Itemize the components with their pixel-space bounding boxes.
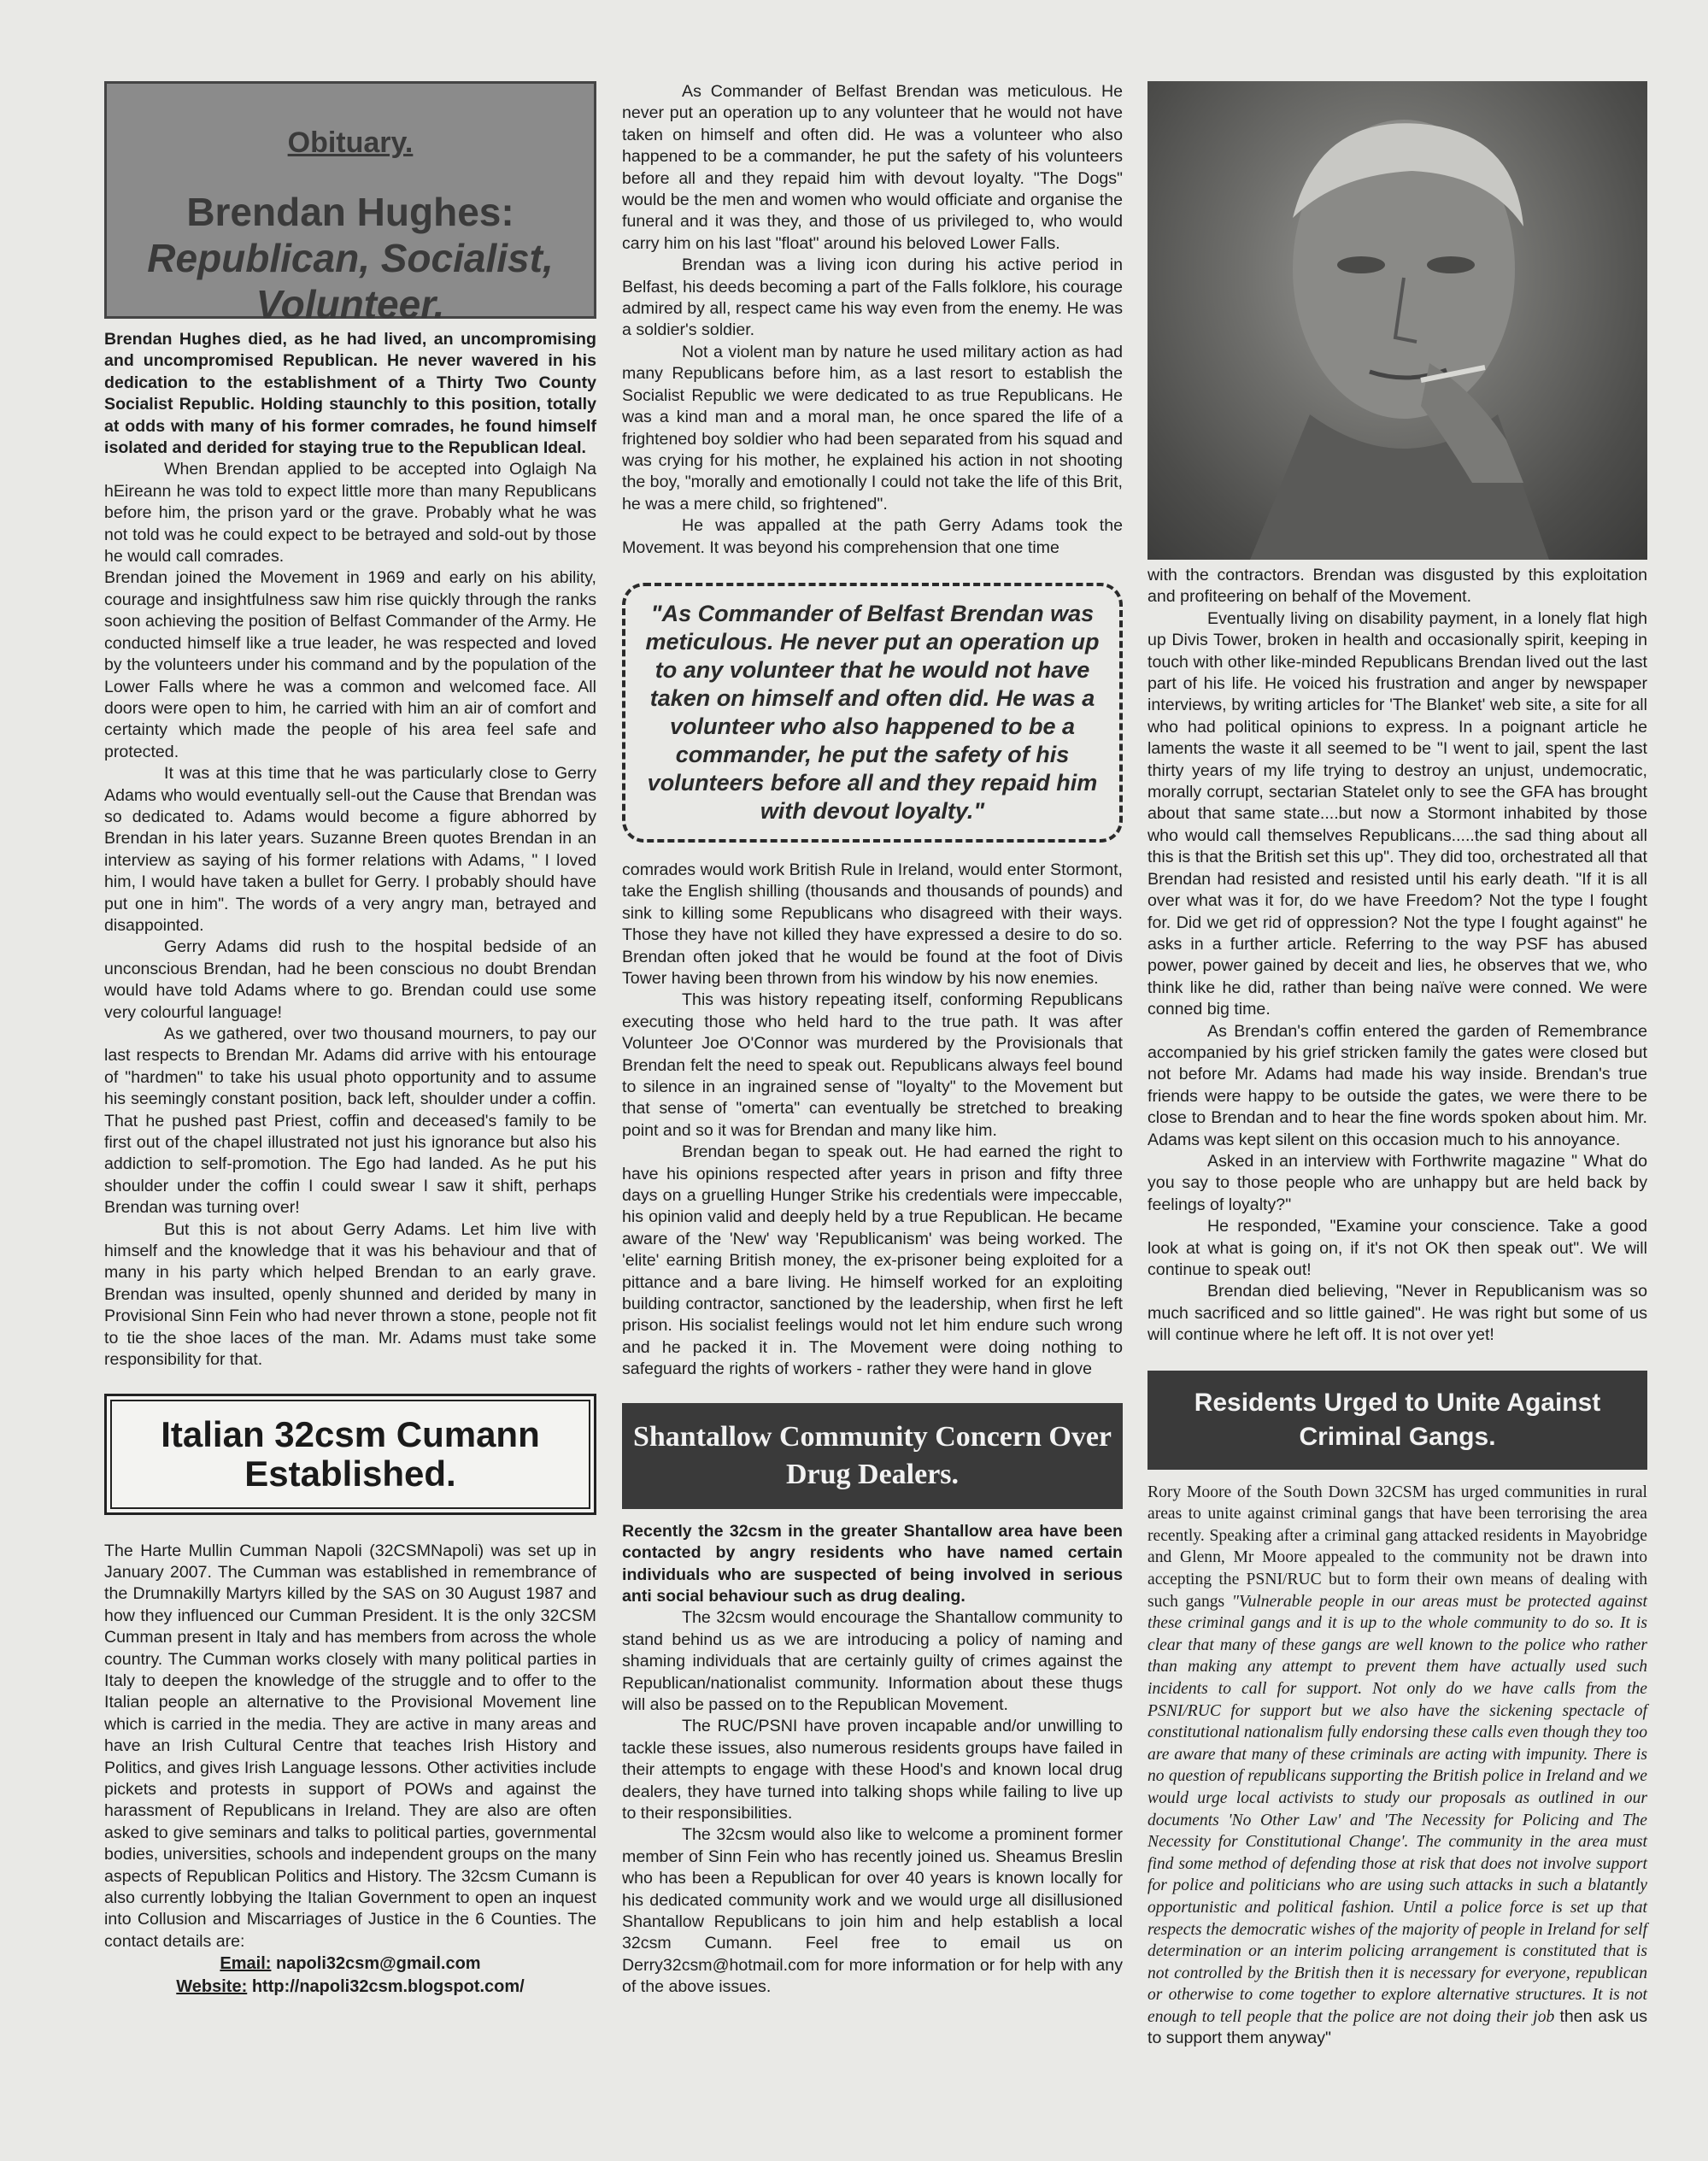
- obituary-paragraph: As Brendan's coffin entered the garden of Remembrance accompanied by his grief stricken family the gates were closed but not before Mr. Adams had made his way inside. Brendan's true friends were happy to be outside the gates, we were there to be close to Brendan and to hear the fine words spoken about him. Mr. Adams was kept silent on this occasion much to his annoyance.: [1147, 1021, 1647, 1149]
- obituary-paragraph: Brendan began to speak out. He had earned the right to have his opinions respected after years in prison and fifty three days on a gruelling Hunger Strike his credentials were impeccable, his opinion valid and deeply held by a true Republican. He became aware of the 'New' way 'Republicanism' was being worked. The 'elite' earning British money, the ex-prisoner being exploited for a pittance and a bare living. He himself worked for an exploiting building contractor, sanctioned by the leadership, when first he left prison. His socialist feelings would not let him endure such wrong and he packed it in. The Movement were doing nothing to safeguard the rights of workers - rather they were hand in glove: [622, 1142, 1123, 1379]
- obituary-paragraph: Brendan was a living icon during his active period in Belfast, his deeds becoming a part of the Falls folklore, his courage admired by all, respect came his way even from the enemy. He was a soldier's soldier.: [622, 255, 1123, 340]
- obituary-paragraph: He responded, "Examine your conscience. Take a good look at what is going on, if it's not OK then speak out". We will continue to speak out!: [1147, 1217, 1647, 1279]
- shantallow-paragraph: The RUC/PSNI have proven incapable and/or unwilling to tackle these issues, also numerous residents groups have failed in their attempts to engage with these Hood's and known local drug dealers, they have turned into talking shops while failing to live up to their responsibilities.: [622, 1717, 1123, 1823]
- obituary-lead: Brendan Hughes died, as he had lived, an uncompromising and uncompromised Republican. He never wavered in his dedication to the establishment of a Thirty Two County Socialist Republic. Holding staunchly to this position, totally at odds with many of his former comrades, he found himself isolated and derided for staying true to the Republican Ideal.: [104, 330, 596, 458]
- obituary-paragraph: He was appalled at the path Gerry Adams took the Movement. It was beyond his comprehension that one time: [622, 516, 1123, 557]
- residents-outro: then ask us to support them anyway": [1147, 2006, 1647, 2048]
- obituary-title-box: [104, 81, 596, 326]
- obituary-subtitle: Republican, Socialist, Volunteer.: [147, 236, 554, 326]
- obituary-paragraph: As we gathered, over two thousand mourners, to pay our last respects to Brendan Mr. Adams did arrive with his entourage of "hardmen" to take his usual photo opportunity and to assume his seemingly constant position, back left, shoulder under a coffin. That he pushed past Priest, coffin and deceased's family to be first out of the chapel illustrated not just his ignorance but also his addiction to self-promotion. The Ego had landed. As he put his shoulder under the coffin I could swear I saw it shift, perhaps Brendan was turning over!: [104, 1025, 596, 1218]
- column-3: [1147, 81, 1647, 2050]
- shantallow-paragraph: The 32csm would also like to welcome a prominent former member of Sinn Fein who has recently joined us. Sheamus Breslin who has been a Republican for over 40 years is known locally for his dedicated community work and we would urge all disillusioned Shantallow Republicans to join him and help establish a local 32csm Cumann. Feel free to email us on Derry32csm@hotmail.com for more information or for help with any of the above issues.: [622, 1825, 1123, 1997]
- obituary-paragraph: As Commander of Belfast Brendan was meticulous. He never put an operation up to any volunteer that he would not have taken on himself and often did. He was a volunteer who also happened to be a commander, he put the safety of his volunteers before all and they repaid him with devout loyalty. "The Dogs" would be the men and women who would officiate and organise the funeral and it was they, and those of us privileged to, who would carry him on his last "float" around his beloved Lower Falls.: [622, 82, 1123, 253]
- obituary-paragraph: comrades would work British Rule in Ireland, would enter Stormont, take the English shilling (thousands and thousands of pounds) and sink to killing some Republicans who disagreed with their ways. Those they have not killed they have expressed a desire to do so. Brendan often joked that he would be found at the foot of Divis Tower having been thrown from his window by his now enemies.: [622, 860, 1123, 988]
- obituary-paragraph: When Brendan applied to be accepted into Oglaigh Na hEireann he was told to expect little more than many Republicans before him, the prison yard or the grave. Probably what he was not told was he could expect to be betrayed and sold-out by those he would call comrades.: [104, 460, 596, 567]
- obituary-paragraph: Gerry Adams did rush to the hospital bedside of an unconscious Brendan, had he been conscious no doubt Brendan would have told Adams where to go. Brendan could use some very colourful language!: [104, 937, 596, 1022]
- obituary-paragraph: This was history repeating itself, conforming Republicans executing those who held hard to the true path. It was after Volunteer Joe O'Connor was murdered by the Provisionals that Brendan felt the need to speak out. Republicans always feel bound to silence in an ingrained sense of "loyalty" to the Movement but that sense of "omerta" can eventually be stretched to breaking point and so it was for Brendan and many like him.: [622, 990, 1123, 1140]
- shantallow-headline: Shantallow Community Concern Over Drug Dealers.: [622, 1403, 1123, 1509]
- obituary-paragraph: Brendan died believing, "Never in Republicanism was so much sacrificed and so little gained". He was right but some of us will continue where he left off. It is not over yet!: [1147, 1282, 1647, 1345]
- obituary-paragraph: It was at this time that he was particularly close to Gerry Adams who would eventually sell-out the Cause that Brendan was so dedicated to. Adams would become a figure abhorred by Brendan in his later years. Suzanne Breen quotes Brendan in an interview as saying of his former relations with Adams, " I loved him, I would have taken a bullet for Gerry. I probably should have put one in him". The words of a very angry man, betrayed and disappointed.: [104, 764, 596, 935]
- website-label: Website:: [176, 1977, 248, 1997]
- website-link[interactable]: http://napoli32csm.blogspot.com/: [251, 1977, 525, 1997]
- italian-body: The Harte Mullin Cumman Napoli (32CSMNapoli) was set up in January 2007. The Cumman was established in remembrance of the Drumnakilly Martyrs killed by the SAS on 30 August 1987 and how they influenced our Cumman President. It is the only 32CSM Cumman present in Italy and has members from across the whole country. The Cumman works closely with many political parties in Italy to deepen the knowledge of the struggle and to offer to the Italian people an alternative to the Provisional Movement line which is carried in the media. They are active in many areas and have an Irish Cultural Centre that teaches Irish History and Politics, and gives Irish Language lessons. Other activities include pickets and protests in support of POWs and against the harassment of Republicans in Ireland. They are also are often asked to give seminars and talks to political parties, governmental bodies, universities, schools and independent groups on the many aspects of Republican Politics and History. The 32csm Cumann is also currently lobbying the Italian Government to open an inquest into Collusion and Miscarriages of Justice in the 6 Counties. The contact details are:: [104, 1541, 596, 1951]
- italian-headline: Italian 32csm Cumann Established.: [104, 1394, 596, 1515]
- obituary-paragraph: But this is not about Gerry Adams. Let him live with himself and the knowledge that it was his behaviour and that of many in his party which helped Brendan to an early grave. Brendan was insulted, openly shunned and derided by many in Provisional Sinn Fein who had never thrown a stone, people not fit to tie the shoe laces of the man. Mr. Adams must take some responsibility for that.: [104, 1219, 596, 1370]
- residents-body: [1147, 1482, 1647, 2050]
- contact-email: [104, 1953, 596, 1976]
- column-2: [622, 81, 1123, 1999]
- portrait-illustration: [1147, 81, 1647, 560]
- portrait-photo: [1147, 81, 1647, 560]
- shantallow-paragraph: The 32csm would encourage the Shantallow community to stand behind us as we are introducing a policy of naming and shaming individuals that are certainly guilty of crimes against the Republican/nationalist community. Information about these thugs will also be passed on to the Republican Movement.: [622, 1608, 1123, 1714]
- pull-quote: "As Commander of Belfast Brendan was meticulous. He never put an operation up to any volunteer that he would not have taken on himself and often did. He was a volunteer who also happened to be a commander, he put the safety of his volunteers before all and they repaid him with devout loyalty.": [622, 583, 1123, 843]
- obituary-paragraph: Eventually living on disability payment, in a lonely flat high up Divis Tower, broken in health and occasionally spirit, keeping in touch with other like-minded Republicans Brendan lived out the last part of his life. He voiced his frustration and anger by newspaper interviews, by writing articles for 'The Blanket' web site, a site for all who had political opinions to express. In a poignant article he laments the waste it all seemed to be "I went to jail, spent the last thirty years of my life trying to destroy an unjust, undemocratic, morally corrupt, sectarian Statelet only to see the GFA has brought about that same state....but now a Stormont inhabited by those who would call themselves Republicans.....the sad thing about all this is that the British set this up". They did too, orchestrated all that Brendan had resisted and resisted until his early death. "If it is all over what was it for, do we have Freedom? Not the type I fought for. Did we get rid of oppression? Not the type I fought against" he asks in a further article. Referring to the way PSF has abused power, power gained by deceit and lies, he observes that we, who think like he did, rather than being naïve were conned. We were conned big time.: [1147, 608, 1647, 1019]
- obituary-name: Brendan Hughes:: [186, 190, 514, 234]
- obituary-paragraph: with the contractors. Brendan was disgusted by this exploitation and profiteering on behalf of the Movement.: [1147, 566, 1647, 607]
- shantallow-lead: Recently the 32csm in the greater Shantallow area have been contacted by angry residents who have named certain individuals who are suspected of being involved in serious anti social behaviour such as drug dealing.: [622, 1521, 1123, 1606]
- contact-website: [104, 1976, 596, 1999]
- obituary-paragraph: Brendan joined the Movement in 1969 and early on his ability, courage and insightfulness saw him rise quickly through the ranks soon achieving the position of Belfast Commander of the Army. He conducted himself like a true leader, he was respected and loved by the volunteers under his command and by the population of the Lower Falls where he was a common and welcomed face. All doors were open to him, he carried with him an air of comfort and certainty which made the people of his area feel safe and protected.: [104, 568, 596, 761]
- obituary-paragraph: Not a violent man by nature he used military action as had many Republicans before him, as a last resort to establish the Socialist Republic we were dedicated to as true Republicans. He was a kind man and a moral man, he once spared the life of a frightened boy soldier who had been separated from his squad and was crying for his mother, he explained his action in not shooting the boy, "morally and emotionally I could not take the life of this Brit, he was a mere child, so frightened".: [622, 342, 1123, 514]
- email-link[interactable]: napoli32csm@gmail.com: [276, 1954, 481, 1974]
- obituary-label: Obituary.: [287, 126, 414, 159]
- residents-intro: Rory Moore of the South Down 32CSM has urged communities in rural areas to unite against criminal gangs that have been terrorising the area recently. Speaking after a criminal gang attacked residents in Mayobridge and Glenn, Mr Moore appealed to the community not be drawn into accepting the PSNI/RUC but to form their own means of dealing with such gangs: [1147, 1483, 1647, 1611]
- obituary-paragraph: Asked in an interview with Forthwrite magazine " What do you say to those people who are unhappy but are held back by feelings of loyalty?": [1147, 1151, 1647, 1214]
- email-label: Email:: [220, 1954, 272, 1974]
- residents-quote: "Vulnerable people in our areas must be protected against these criminal gangs and it is up to the whole community to do so. It is clear that many of these gangs are well known to the police who rather than making any attempt to prevent them have actually used such incidents to call for support. Not only do we have calls from the PSNI/RUC for support but we also have the sickening spectacle of constitutional nationalism fully endorsing these calls even though they too are aware that many of these criminals are acting with impunity. There is no question of republicans supporting the British police in Ireland and we would urge local activists to study our proposals as outlined in our documents 'No Other Law' and 'The Necessity for Policing and The Necessity for Constitutional Change'. The community in the area must find some method of defending those at risk that does not involve support for police and politicians who are using such attacks in such a blatantly opportunistic and political fashion. Until a police force is set up that respects the democratic wishes of the majority of people in Ireland for self determination or an interim policing arrangement is constituted that is not controlled by the British then it is necessary for everyone, republican or otherwise to come together to explore alternative structures. It is not enough to tell people that the police are not doing their job: [1147, 1592, 1647, 2026]
- residents-headline: Residents Urged to Unite Against Criminal Gangs.: [1147, 1371, 1647, 1470]
- column-1: [104, 81, 596, 1999]
